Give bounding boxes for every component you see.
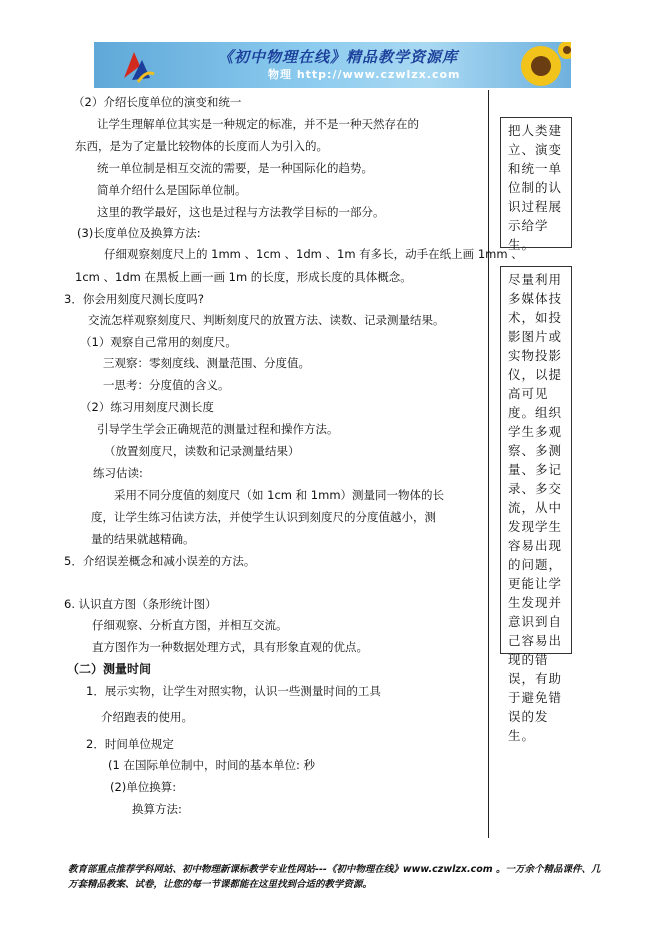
text-line: 仔细观察、分析直方图，并相互交流。 [92,618,288,632]
text-line: 三观察：零刻度线、测量范围、分度值。 [103,356,310,370]
text-line: 换算方法: [132,802,182,816]
text-line: （2）练习用刻度尺测长度 [80,400,214,414]
banner-url[interactable]: 物理 http://www.czwlzx.com [268,68,461,81]
text-line: 仔细观察刻度尺上的 1mm 、1cm 、1dm 、1m 有多长，动手在纸上画 1mm 、 [104,247,523,261]
column-divider [488,90,489,838]
text-line: (3)长度单位及换算方法: [77,226,201,240]
header-banner [94,42,571,88]
page-footer: 教育部重点推荐学科网站、初中物理新课标教学专业性网站---《初中物理在线》www.czwlzx.com 。一万余个精品课件、几万套精品教案、试卷，让您的每一节课都能在这里找到合适的教学资源。 [68,864,601,890]
text-line: 量的结果就越精确。 [91,532,195,546]
text-line: 练习估读: [93,466,143,480]
text-line: 让学生理解单位其实是一种规定的标准，并不是一种天然存在的 [97,117,419,131]
text-line: 直方图作为一种数据处理方式，具有形象直观的优点。 [92,640,368,654]
text-line: (2)单位换算: [110,780,177,794]
text-line: 2．时间单位规定 [86,737,174,751]
side-note: 把人类建立、演变和统一单位制的认识过程展示给学生。 [500,117,572,248]
text-line: 1cm 、1dm 在黑板上画一画 1m 的长度，形成长度的具体概念。 [75,270,412,284]
text-line: 6. 认识直方图（条形统计图） [64,597,217,611]
text-line: 引导学生学会正确规范的测量过程和操作方法。 [97,422,339,436]
text-line: 介绍跑表的使用。 [101,710,193,724]
text-line: 5．介绍误差概念和减小误差的方法。 [64,554,256,568]
sunflower-image [501,42,571,88]
text-line: 统一单位制是相互交流的需要，是一种国际化的趋势。 [97,161,373,175]
text-line: 这里的教学最好，这也是过程与方法教学目标的一部分。 [97,205,385,219]
text-line: 3．你会用刻度尺测长度吗? [64,292,204,306]
text-line: 1．展示实物，让学生对照实物，认识一些测量时间的工具 [86,684,381,698]
text-line: (1 在国际单位制中，时间的基本单位: 秒 [108,758,315,772]
site-logo-icon [120,48,156,84]
text-line: （1）观察自己常用的刻度尺。 [80,335,237,349]
text-line: 一思考：分度值的含义。 [103,378,230,392]
section-heading: （二）测量时间 [67,662,152,676]
text-line: 采用不同分度值的刻度尺（如 1cm 和 1mm）测量同一物体的长 [114,488,445,502]
banner-title: 《初中物理在线》精品教学资源库 [218,48,459,66]
side-note: 尽量利用多媒体技术，如投影图片或实物投影仪，以提高可见度。组织学生多观察、多测量、多记录、多交流，从中发现学生容易出现的问题，更能让学生发现并意识到自己容易出现的错误，有助于避免错误的发生。 [500,266,572,654]
text-line: （放置刻度尺，读数和记录测量结果） [104,444,300,458]
text-line: 简单介绍什么是国际单位制。 [97,183,247,197]
text-line: 东西，是为了定量比较物体的长度而人为引入的。 [75,139,328,153]
text-line: （2）介绍长度单位的演变和统一 [73,95,242,109]
text-line: 度，让学生练习估读方法，并使学生认识到刻度尺的分度值越小，测 [91,510,436,524]
text-line: 交流怎样观察刻度尺、判断刻度尺的放置方法、读数、记录测量结果。 [88,313,445,327]
